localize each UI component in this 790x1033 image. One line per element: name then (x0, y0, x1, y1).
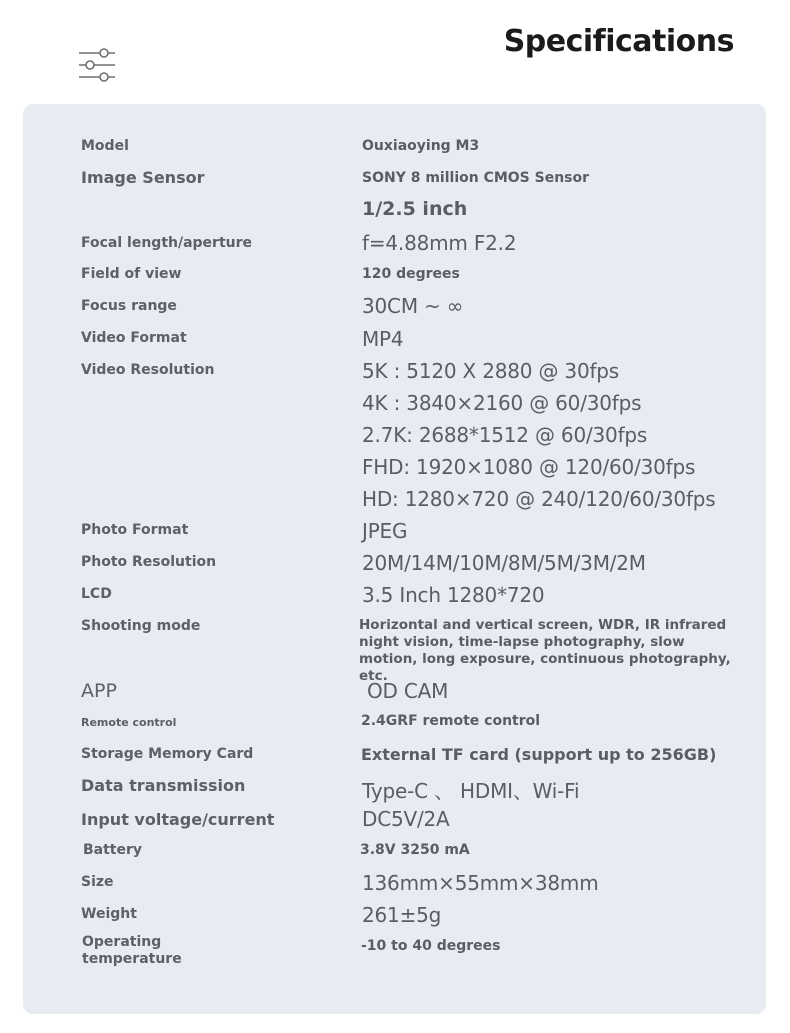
value-video-resolution-4k: 4K : 3840×2160 @ 60/30fps (362, 391, 642, 415)
value-weight: 261±5g (362, 903, 442, 927)
page-title: Specifications (503, 24, 734, 59)
value-remote: 2.4GRF remote control (361, 713, 541, 729)
value-shooting-mode: Horizontal and vertical screen, WDR, IR infrared night vision, time-lapse photography, slow motion, long exposure, continuous photography, etc. (359, 617, 731, 684)
value-video-resolution-2k7: 2.7K: 2688*1512 @ 60/30fps (362, 423, 648, 447)
value-model: Ouxiaoying M3 (362, 138, 480, 154)
label-video-format: Video Format (81, 330, 187, 346)
label-input: Input voltage/current (81, 810, 275, 829)
value-temperature: -10 to 40 degrees (361, 938, 501, 954)
value-focus: 30CM ~ ∞ (362, 294, 464, 318)
value-data-transmission: Type-C 、 HDMI、Wi-Fi (362, 779, 580, 803)
label-video-resolution: Video Resolution (81, 362, 215, 378)
label-temperature-line1: Operating (82, 934, 162, 950)
value-storage: External TF card (support up to 256GB) (361, 745, 717, 764)
sliders-icon (78, 47, 116, 83)
label-remote: Remote control (81, 716, 177, 729)
label-weight: Weight (81, 906, 137, 922)
value-size: 136mm×55mm×38mm (362, 871, 599, 895)
value-image-sensor: SONY 8 million CMOS Sensor (362, 170, 590, 186)
value-battery: 3.8V 3250 mA (360, 842, 470, 858)
value-fov: 120 degrees (362, 266, 460, 282)
value-lcd: 3.5 Inch 1280*720 (362, 583, 545, 607)
value-app: OD CAM (367, 679, 449, 703)
label-photo-format: Photo Format (81, 522, 189, 538)
value-video-resolution-5k: 5K : 5120 X 2880 @ 30fps (362, 359, 620, 383)
label-size: Size (81, 874, 114, 890)
label-model: Model (81, 138, 129, 154)
value-image-sensor-size: 1/2.5 inch (362, 198, 468, 220)
label-app: APP (81, 680, 117, 702)
label-focus: Focus range (81, 298, 177, 314)
value-video-resolution-hd: HD: 1280×720 @ 240/120/60/30fps (362, 487, 716, 511)
label-battery: Battery (83, 842, 143, 858)
label-data-transmission: Data transmission (81, 776, 246, 795)
label-shooting-mode: Shooting mode (81, 618, 201, 634)
label-image-sensor: Image Sensor (81, 168, 205, 187)
value-photo-format: JPEG (362, 519, 408, 543)
value-video-resolution-fhd: FHD: 1920×1080 @ 120/60/30fps (362, 455, 696, 479)
label-storage: Storage Memory Card (81, 746, 254, 762)
label-fov: Field of view (81, 266, 182, 282)
value-video-format: MP4 (362, 327, 404, 351)
label-focal: Focal length/aperture (81, 235, 253, 251)
label-lcd: LCD (81, 586, 112, 602)
value-photo-resolution: 20M/14M/10M/8M/5M/3M/2M (362, 551, 646, 575)
label-temperature-line2: temperature (82, 951, 182, 967)
value-focal: f=4.88mm F2.2 (362, 231, 517, 255)
label-photo-resolution: Photo Resolution (81, 554, 217, 570)
value-input: DC5V/2A (362, 807, 450, 831)
